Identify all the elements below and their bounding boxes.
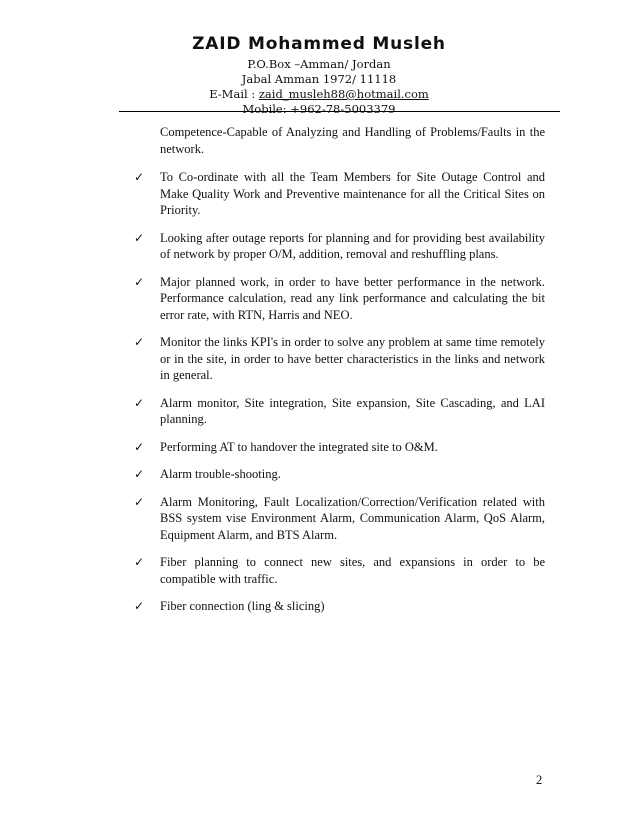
list-item: [130, 334, 545, 384]
list-item: [130, 395, 545, 428]
header-divider: [119, 111, 560, 112]
list-item: [130, 554, 545, 587]
applicant-name: ZAID Mohammed Musleh: [192, 34, 446, 54]
checkmark-icon: ✓: [134, 395, 145, 410]
checkmark-icon: ✓: [134, 335, 145, 349]
checkmark-icon: ✓: [134, 555, 145, 569]
list-item-text: To Co-ordinate with all the Team Members for Site Outage Control and Make Quality Work and Preventive maintenance for all the Critical Sites on Priority.: [160, 170, 545, 217]
list-item-text: Alarm Monitoring, Fault Localization/Correction/Verification related with BSS system vise Environment Alarm, Communication Alarm, QoS Alarm, Equipment Alarm, and BTS Alarm.: [160, 494, 545, 542]
page-number: 2: [536, 773, 543, 787]
checkmark-icon: ✓: [134, 494, 145, 509]
checkmark-icon: ✓: [134, 274, 145, 289]
list-item: [130, 466, 545, 483]
contact-header: [0, 34, 638, 117]
email-link[interactable]: zaid_musleh88@hotmail.com: [258, 87, 429, 101]
intro-paragraph: Competence-Capable of Analyzing and Handling of Problems/Faults in the network.: [160, 125, 545, 156]
list-item-text: Alarm trouble-shooting.: [160, 467, 281, 481]
duties-list: [130, 169, 545, 615]
list-item: [130, 274, 545, 324]
list-item-text: Monitor the links KPI's in order to solve any problem at same time remotely or in the site, in order to have better characteristics in the links and network in general.: [160, 335, 545, 382]
checkmark-icon: ✓: [134, 599, 145, 613]
list-item-text: Major planned work, in order to have better performance in the network. Performance calculation, read any link performance and calculating the bit error rate, with RTN, Harris and NEO.: [160, 274, 545, 322]
list-item: [130, 439, 545, 456]
list-item: [130, 169, 545, 219]
checkmark-icon: ✓: [134, 467, 145, 481]
list-item-text: Fiber connection (ling & slicing): [160, 599, 325, 613]
list-item: [130, 494, 545, 544]
list-item-text: Performing AT to handover the integrated site to O&M.: [160, 439, 438, 454]
list-item: [130, 230, 545, 263]
checkmark-icon: ✓: [134, 439, 145, 454]
list-item-text: Alarm monitor, Site integration, Site expansion, Site Cascading, and LAI planning.: [160, 395, 545, 426]
address-line-1: P.O.Box –Amman/ Jordan: [247, 57, 391, 71]
mobile-line: Mobile: +962-78-5003379: [242, 102, 396, 116]
list-item-text: Fiber planning to connect new sites, and expansions in order to be compatible with traffic.: [160, 555, 545, 586]
email-line: [0, 87, 638, 102]
address-line-2: Jabal Amman 1972/ 11118: [241, 72, 397, 86]
duties-section: [130, 124, 545, 626]
checkmark-icon: ✓: [134, 230, 145, 245]
checkmark-icon: ✓: [134, 170, 145, 184]
list-item: [130, 598, 545, 615]
list-item-text: Looking after outage reports for planning and for providing best availability of network by proper O/M, addition, removal and reshuffling plans.: [160, 230, 545, 261]
email-label: E-Mail :: [209, 87, 259, 101]
